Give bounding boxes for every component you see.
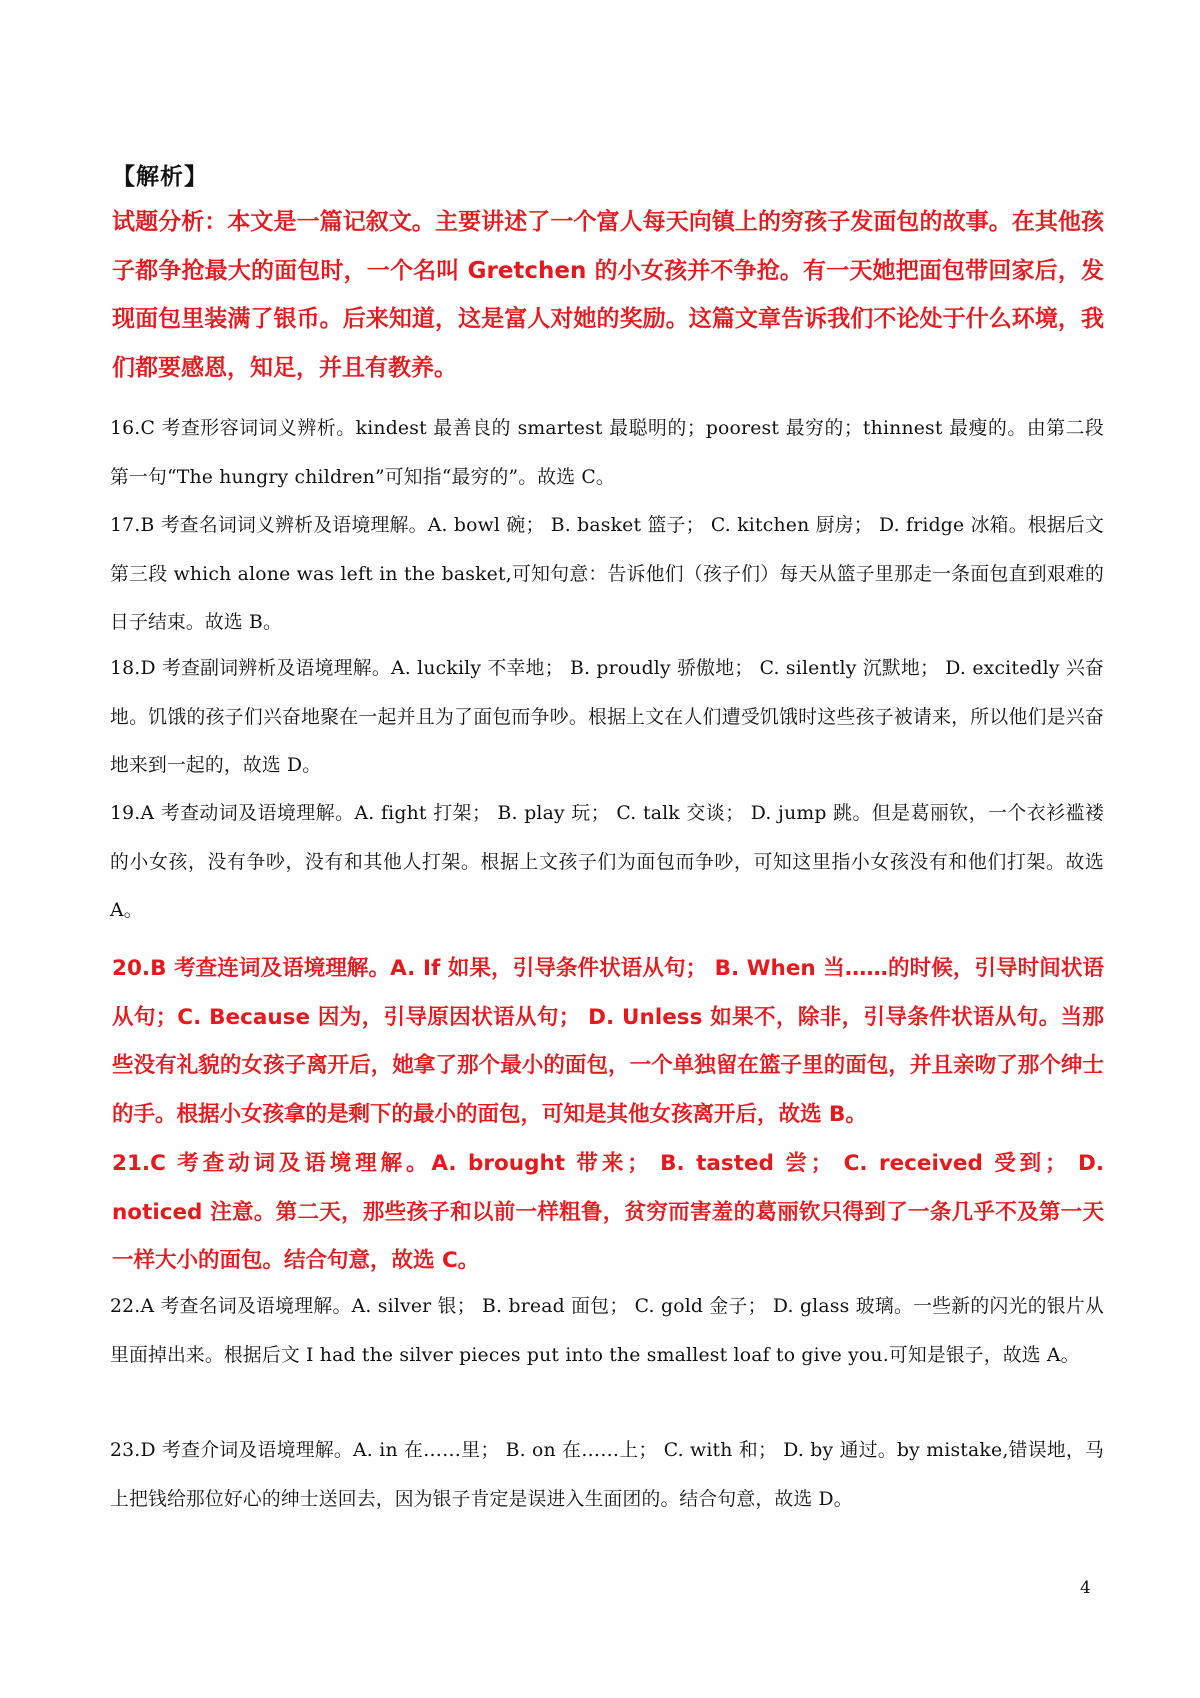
answer-16: 16.C 考查形容词词义辨析。kindest 最善良的 smartest 最聪明的；poorest 最穷的；thinnest 最瘦的。由第二段第一句“The hungry children”可知指“最穷的”。故选 C。: [110, 418, 1104, 488]
answer-20: 20.B 考查连词及语境理解。A. If 如果，引导条件状语从句； B. When 当……的时候，引导时间状语从句；C. Because 因为，引导原因状语从句； D. Unless 如果不，除非，引导条件状语从句。当那些没有礼貌的女孩子离开后，她拿了那个最小的面包，一个单独留在篮子里的面包，并且亲吻了那个绅士的手。根据小女孩拿的是剩下的最小的面包，可知是其他女孩离开后，故选 B。: [112, 956, 1104, 1127]
analysis-heading: 【解析】: [112, 164, 208, 190]
answer-23: 23.D 考查介词及语境理解。A. in 在……里； B. on 在……上； C. with 和； D. by 通过。by mistake,错误地，马上把钱给那位好心的绅士送回去，因为银子肯定是误进入生面团的。结合句意，故选 D。: [110, 1440, 1104, 1510]
answer-21: 21.C 考查动词及语境理解。A. brought 带来； B. tasted 尝； C. received 受到； D. noticed 注意。第二天，那些孩子和以前一样粗鲁，贫穷而害羞的葛丽钦只得到了一条几乎不及第一天一样大小的面包。结合句意，故选 C。: [112, 1151, 1104, 1273]
page-number: 4: [1080, 1578, 1091, 1598]
answer-18: 18.D 考查副词辨析及语境理解。A. luckily 不幸地； B. proudly 骄傲地； C. silently 沉默地； D. excitedly 兴奋地。饥饿的孩子们兴奋地聚在一起并且为了面包而争吵。根据上文在人们遭受饥饿时这些孩子被请来，所以他们是兴奋地来到一起的，故选 D。: [110, 658, 1104, 776]
answer-19: 19.A 考查动词及语境理解。A. fight 打架； B. play 玩； C. talk 交谈； D. jump 跳。但是葛丽钦，一个衣衫褴褛的小女孩，没有争吵，没有和其他人打架。根据上文孩子们为面包而争吵，可知这里指小女孩没有和他们打架。故选 A。: [110, 803, 1104, 921]
answer-17: 17.B 考查名词词义辨析及语境理解。A. bowl 碗； B. basket 篮子； C. kitchen 厨房； D. fridge 冰箱。根据后文第三段 which alone was left in the basket,可知句意：告诉他们（孩子们）每天从篮子里那走一条面包直到艰难的日子结束。故选 B。: [110, 515, 1104, 633]
analysis-paragraph: 试题分析：本文是一篇记叙文。主要讲述了一个富人每天向镇上的穷孩子发面包的故事。在其他孩子都争抢最大的面包时，一个名叫 Gretchen 的小女孩并不争抢。有一天她把面包带回家后，发现面包里装满了银币。后来知道，这是富人对她的奖励。这篇文章告诉我们不论处于什么环境，我们都要感恩，知足，并且有教养。: [112, 209, 1104, 381]
answer-22: 22.A 考查名词及语境理解。A. silver 银； B. bread 面包； C. gold 金子； D. glass 玻璃。一些新的闪光的银片从里面掉出来。根据后文 I had the silver pieces put into the smallest loaf to give you.可知是银子，故选 A。: [110, 1296, 1104, 1366]
